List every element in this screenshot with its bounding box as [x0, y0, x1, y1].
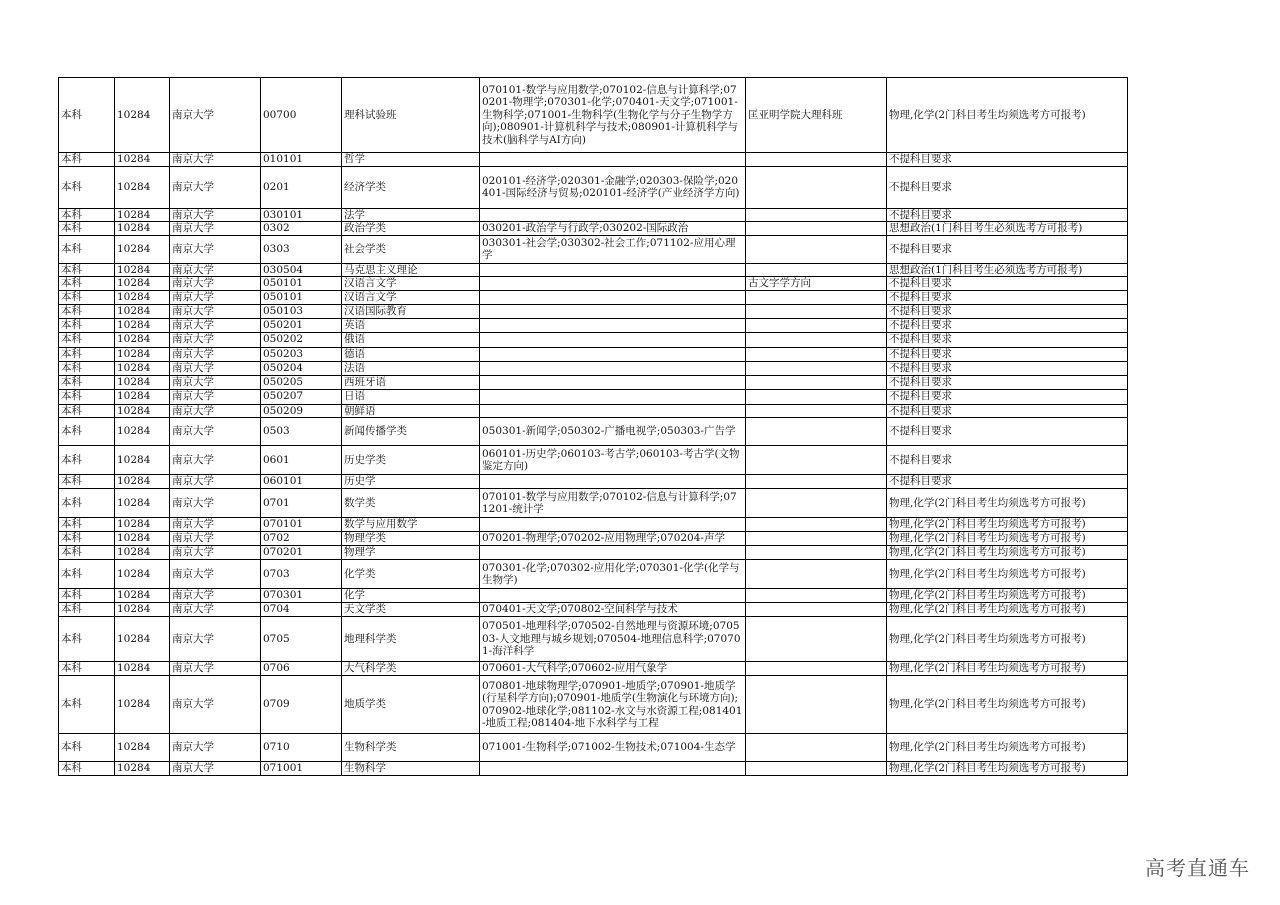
- table-row: [59, 153, 1128, 167]
- cell-major: 化学类: [342, 560, 480, 589]
- cell-major-code: 030101: [261, 208, 342, 222]
- cell-school-code: 10284: [115, 734, 170, 762]
- cell-major: 生物科学类: [342, 734, 480, 762]
- table-row: [59, 446, 1128, 475]
- cell-requirement: 不提科目要求: [887, 418, 1128, 446]
- cell-major: 日语: [342, 389, 480, 404]
- cell-note: [746, 762, 887, 776]
- cell-level: 本科: [59, 676, 115, 734]
- cell-requirement: 不提科目要求: [887, 347, 1128, 361]
- table-row: [59, 404, 1128, 418]
- cell-requirement: 物理,化学(2门科目考生均须选考方可报考): [887, 589, 1128, 603]
- cell-major-code: 0303: [261, 235, 342, 263]
- cell-note: [746, 389, 887, 404]
- cell-school: 南京大学: [170, 332, 261, 347]
- cell-major: 地质学类: [342, 676, 480, 734]
- cell-school-code: 10284: [115, 153, 170, 167]
- table-row: [59, 347, 1128, 361]
- cell-level: 本科: [59, 546, 115, 560]
- cell-major-code: 050203: [261, 347, 342, 361]
- cell-note: 古文字学方向: [746, 277, 887, 291]
- cell-major: 生物科学: [342, 762, 480, 776]
- cell-school: 南京大学: [170, 662, 261, 676]
- cell-requirement: 不提科目要求: [887, 208, 1128, 222]
- table-row: [59, 235, 1128, 263]
- cell-requirement: 物理,化学(2门科目考生均须选考方可报考): [887, 518, 1128, 532]
- cell-level: 本科: [59, 762, 115, 776]
- cell-included-majors: [480, 475, 746, 489]
- cell-included-majors: 070501-地理科学;070502-自然地理与资源环境;070503-人文地理与城乡规划;070504-地理信息科学;070701-海洋科学: [480, 617, 746, 662]
- cell-major: 历史学类: [342, 446, 480, 475]
- cell-note: [746, 263, 887, 277]
- cell-included-majors: 070301-化学;070302-应用化学;070301-化学(化学与生物学): [480, 560, 746, 589]
- cell-level: 本科: [59, 389, 115, 404]
- cell-requirement: 物理,化学(2门科目考生均须选考方可报考): [887, 603, 1128, 617]
- cell-included-majors: [480, 404, 746, 418]
- cell-major: 物理学: [342, 546, 480, 560]
- cell-major: 英语: [342, 318, 480, 332]
- cell-note: [746, 291, 887, 305]
- cell-level: 本科: [59, 404, 115, 418]
- cell-included-majors: [480, 304, 746, 318]
- cell-level: 本科: [59, 375, 115, 389]
- cell-school-code: 10284: [115, 166, 170, 208]
- cell-school: 南京大学: [170, 375, 261, 389]
- cell-included-majors: 030201-政治学与行政学;030202-国际政治: [480, 222, 746, 236]
- cell-major-code: 050209: [261, 404, 342, 418]
- cell-major: 俄语: [342, 332, 480, 347]
- cell-level: 本科: [59, 489, 115, 518]
- cell-school-code: 10284: [115, 489, 170, 518]
- table-row: [59, 78, 1128, 153]
- cell-school: 南京大学: [170, 418, 261, 446]
- cell-level: 本科: [59, 235, 115, 263]
- cell-major: 理科试验班: [342, 78, 480, 153]
- cell-note: [746, 446, 887, 475]
- table-row: [59, 277, 1128, 291]
- cell-school: 南京大学: [170, 404, 261, 418]
- cell-major: 地理科学类: [342, 617, 480, 662]
- cell-school-code: 10284: [115, 404, 170, 418]
- cell-school-code: 10284: [115, 518, 170, 532]
- cell-requirement: 物理,化学(2门科目考生均须选考方可报考): [887, 617, 1128, 662]
- cell-major-code: 0703: [261, 560, 342, 589]
- cell-school-code: 10284: [115, 78, 170, 153]
- cell-level: 本科: [59, 263, 115, 277]
- cell-note: [746, 662, 887, 676]
- cell-note: [746, 518, 887, 532]
- cell-included-majors: [480, 291, 746, 305]
- cell-included-majors: 030301-社会学;030302-社会工作;071102-应用心理学: [480, 235, 746, 263]
- cell-major-code: 0706: [261, 662, 342, 676]
- cell-requirement: 不提科目要求: [887, 446, 1128, 475]
- cell-school-code: 10284: [115, 389, 170, 404]
- cell-major: 经济学类: [342, 166, 480, 208]
- cell-major-code: 050101: [261, 291, 342, 305]
- cell-requirement: 不提科目要求: [887, 389, 1128, 404]
- watermark: 高考直通车: [1145, 856, 1250, 880]
- table-row: [59, 375, 1128, 389]
- cell-school: 南京大学: [170, 153, 261, 167]
- cell-note: [746, 375, 887, 389]
- cell-major-code: 070101: [261, 518, 342, 532]
- cell-level: 本科: [59, 418, 115, 446]
- cell-school: 南京大学: [170, 446, 261, 475]
- cell-school-code: 10284: [115, 560, 170, 589]
- cell-level: 本科: [59, 734, 115, 762]
- table-row: [59, 546, 1128, 560]
- table-row: [59, 291, 1128, 305]
- cell-school: 南京大学: [170, 489, 261, 518]
- cell-included-majors: [480, 153, 746, 167]
- cell-level: 本科: [59, 518, 115, 532]
- cell-major-code: 060101: [261, 475, 342, 489]
- cell-school: 南京大学: [170, 389, 261, 404]
- cell-major-code: 070201: [261, 546, 342, 560]
- table-row: [59, 518, 1128, 532]
- cell-major-code: 050101: [261, 277, 342, 291]
- cell-major-code: 050103: [261, 304, 342, 318]
- cell-requirement: 物理,化学(2门科目考生均须选考方可报考): [887, 662, 1128, 676]
- cell-major-code: 0201: [261, 166, 342, 208]
- cell-level: 本科: [59, 603, 115, 617]
- cell-major-code: 050204: [261, 361, 342, 375]
- cell-note: [746, 153, 887, 167]
- cell-included-majors: [480, 589, 746, 603]
- cell-school: 南京大学: [170, 166, 261, 208]
- cell-school-code: 10284: [115, 617, 170, 662]
- cell-school-code: 10284: [115, 361, 170, 375]
- table-row: [59, 676, 1128, 734]
- table-row: [59, 166, 1128, 208]
- cell-requirement: 思想政治(1门科目考生必须选考方可报考): [887, 222, 1128, 236]
- cell-level: 本科: [59, 318, 115, 332]
- cell-school-code: 10284: [115, 676, 170, 734]
- cell-major-code: 0302: [261, 222, 342, 236]
- cell-major-code: 0705: [261, 617, 342, 662]
- cell-school-code: 10284: [115, 418, 170, 446]
- table-row: [59, 489, 1128, 518]
- cell-note: [746, 734, 887, 762]
- cell-major-code: 050205: [261, 375, 342, 389]
- cell-included-majors: [480, 518, 746, 532]
- cell-major-code: 0702: [261, 532, 342, 546]
- cell-level: 本科: [59, 617, 115, 662]
- cell-level: 本科: [59, 332, 115, 347]
- cell-requirement: 不提科目要求: [887, 375, 1128, 389]
- cell-requirement: 不提科目要求: [887, 404, 1128, 418]
- cell-included-majors: 070601-大气科学;070602-应用气象学: [480, 662, 746, 676]
- cell-included-majors: 070101-数学与应用数学;070102-信息与计算科学;071201-统计学: [480, 489, 746, 518]
- cell-included-majors: [480, 277, 746, 291]
- table-row: [59, 617, 1128, 662]
- cell-school: 南京大学: [170, 589, 261, 603]
- cell-major: 法学: [342, 208, 480, 222]
- cell-major: 化学: [342, 589, 480, 603]
- cell-requirement: 不提科目要求: [887, 277, 1128, 291]
- cell-included-majors: 070401-天文学;070802-空间科学与技术: [480, 603, 746, 617]
- cell-school-code: 10284: [115, 662, 170, 676]
- cell-included-majors: [480, 318, 746, 332]
- cell-note: [746, 332, 887, 347]
- cell-school: 南京大学: [170, 518, 261, 532]
- cell-school: 南京大学: [170, 475, 261, 489]
- cell-level: 本科: [59, 446, 115, 475]
- table-row: [59, 662, 1128, 676]
- cell-major-code: 050201: [261, 318, 342, 332]
- cell-school-code: 10284: [115, 347, 170, 361]
- cell-major-code: 071001: [261, 762, 342, 776]
- cell-included-majors: [480, 332, 746, 347]
- table-row: [59, 263, 1128, 277]
- cell-school-code: 10284: [115, 446, 170, 475]
- cell-major: 汉语言文学: [342, 291, 480, 305]
- cell-note: 匡亚明学院大理科班: [746, 78, 887, 153]
- cell-school: 南京大学: [170, 347, 261, 361]
- cell-requirement: 物理,化学(2门科目考生均须选考方可报考): [887, 532, 1128, 546]
- cell-school-code: 10284: [115, 475, 170, 489]
- cell-major-code: 030504: [261, 263, 342, 277]
- cell-school-code: 10284: [115, 304, 170, 318]
- cell-major: 西班牙语: [342, 375, 480, 389]
- cell-school: 南京大学: [170, 208, 261, 222]
- cell-school: 南京大学: [170, 78, 261, 153]
- cell-note: [746, 560, 887, 589]
- cell-school-code: 10284: [115, 277, 170, 291]
- cell-major: 天文学类: [342, 603, 480, 617]
- table-row: [59, 734, 1128, 762]
- cell-school: 南京大学: [170, 734, 261, 762]
- cell-major: 大气科学类: [342, 662, 480, 676]
- cell-school: 南京大学: [170, 304, 261, 318]
- cell-school-code: 10284: [115, 603, 170, 617]
- cell-level: 本科: [59, 78, 115, 153]
- cell-school-code: 10284: [115, 318, 170, 332]
- admission-table: [58, 77, 1128, 776]
- cell-note: [746, 676, 887, 734]
- cell-major-code: 0704: [261, 603, 342, 617]
- cell-school-code: 10284: [115, 546, 170, 560]
- cell-school: 南京大学: [170, 235, 261, 263]
- cell-level: 本科: [59, 166, 115, 208]
- cell-school: 南京大学: [170, 617, 261, 662]
- cell-requirement: 思想政治(1门科目考生必须选考方可报考): [887, 263, 1128, 277]
- cell-major: 历史学: [342, 475, 480, 489]
- cell-major-code: 0601: [261, 446, 342, 475]
- cell-school: 南京大学: [170, 532, 261, 546]
- cell-school-code: 10284: [115, 332, 170, 347]
- cell-requirement: 物理,化学(2门科目考生均须选考方可报考): [887, 560, 1128, 589]
- cell-note: [746, 347, 887, 361]
- cell-major: 物理学类: [342, 532, 480, 546]
- cell-major-code: 070301: [261, 589, 342, 603]
- cell-major-code: 0503: [261, 418, 342, 446]
- cell-included-majors: 020101-经济学;020301-金融学;020303-保险学;020401-国际经济与贸易;020101-经济学(产业经济学方向): [480, 166, 746, 208]
- table-row: [59, 532, 1128, 546]
- cell-level: 本科: [59, 291, 115, 305]
- cell-included-majors: 070201-物理学;070202-应用物理学;070204-声学: [480, 532, 746, 546]
- cell-included-majors: [480, 208, 746, 222]
- cell-level: 本科: [59, 277, 115, 291]
- cell-school-code: 10284: [115, 532, 170, 546]
- cell-note: [746, 304, 887, 318]
- cell-requirement: 不提科目要求: [887, 361, 1128, 375]
- cell-major-code: 00700: [261, 78, 342, 153]
- cell-requirement: 物理,化学(2门科目考生均须选考方可报考): [887, 676, 1128, 734]
- cell-school-code: 10284: [115, 375, 170, 389]
- cell-school: 南京大学: [170, 361, 261, 375]
- cell-level: 本科: [59, 532, 115, 546]
- cell-included-majors: 060101-历史学;060103-考古学;060103-考古学(文物鉴定方向): [480, 446, 746, 475]
- cell-included-majors: 070801-地球物理学;070901-地质学;070901-地质学(行星科学方向);070901-地质学(生物演化与环境方向);070902-地球化学;081102-水文与水资源工程;081401-地质工程;081404-地下水科学与工程: [480, 676, 746, 734]
- cell-level: 本科: [59, 208, 115, 222]
- table-row: [59, 222, 1128, 236]
- cell-school-code: 10284: [115, 235, 170, 263]
- cell-included-majors: [480, 389, 746, 404]
- cell-requirement: 物理,化学(2门科目考生均须选考方可报考): [887, 489, 1128, 518]
- cell-school-code: 10284: [115, 208, 170, 222]
- cell-school: 南京大学: [170, 676, 261, 734]
- cell-level: 本科: [59, 153, 115, 167]
- cell-major: 新闻传播学类: [342, 418, 480, 446]
- cell-note: [746, 475, 887, 489]
- table-row: [59, 332, 1128, 347]
- cell-school: 南京大学: [170, 277, 261, 291]
- cell-level: 本科: [59, 347, 115, 361]
- cell-level: 本科: [59, 222, 115, 236]
- cell-school-code: 10284: [115, 762, 170, 776]
- cell-major: 社会学类: [342, 235, 480, 263]
- table-row: [59, 418, 1128, 446]
- cell-requirement: 不提科目要求: [887, 153, 1128, 167]
- cell-major-code: 0710: [261, 734, 342, 762]
- cell-major-code: 0709: [261, 676, 342, 734]
- cell-level: 本科: [59, 361, 115, 375]
- cell-level: 本科: [59, 589, 115, 603]
- cell-level: 本科: [59, 304, 115, 318]
- cell-major-code: 050207: [261, 389, 342, 404]
- cell-school-code: 10284: [115, 291, 170, 305]
- cell-note: [746, 235, 887, 263]
- cell-included-majors: [480, 546, 746, 560]
- cell-school: 南京大学: [170, 762, 261, 776]
- cell-included-majors: 071001-生物科学;071002-生物技术;071004-生态学: [480, 734, 746, 762]
- cell-requirement: 不提科目要求: [887, 332, 1128, 347]
- table-row: [59, 603, 1128, 617]
- cell-major: 数学类: [342, 489, 480, 518]
- cell-school: 南京大学: [170, 603, 261, 617]
- cell-note: [746, 166, 887, 208]
- cell-level: 本科: [59, 560, 115, 589]
- cell-note: [746, 546, 887, 560]
- cell-requirement: 不提科目要求: [887, 291, 1128, 305]
- cell-school: 南京大学: [170, 222, 261, 236]
- cell-requirement: 不提科目要求: [887, 235, 1128, 263]
- cell-requirement: 不提科目要求: [887, 318, 1128, 332]
- cell-school: 南京大学: [170, 546, 261, 560]
- table-row: [59, 318, 1128, 332]
- cell-requirement: 物理,化学(2门科目考生均须选考方可报考): [887, 734, 1128, 762]
- cell-requirement: 物理,化学(2门科目考生均须选考方可报考): [887, 546, 1128, 560]
- cell-major: 法语: [342, 361, 480, 375]
- cell-major: 政治学类: [342, 222, 480, 236]
- cell-school: 南京大学: [170, 263, 261, 277]
- table-row: [59, 560, 1128, 589]
- cell-school-code: 10284: [115, 263, 170, 277]
- cell-included-majors: 050301-新闻学;050302-广播电视学;050303-广告学: [480, 418, 746, 446]
- cell-note: [746, 318, 887, 332]
- cell-level: 本科: [59, 475, 115, 489]
- cell-level: 本科: [59, 662, 115, 676]
- cell-requirement: 不提科目要求: [887, 475, 1128, 489]
- cell-note: [746, 532, 887, 546]
- cell-major: 汉语国际教育: [342, 304, 480, 318]
- cell-included-majors: [480, 762, 746, 776]
- cell-note: [746, 489, 887, 518]
- table-row: [59, 589, 1128, 603]
- cell-note: [746, 617, 887, 662]
- cell-included-majors: [480, 361, 746, 375]
- cell-school: 南京大学: [170, 291, 261, 305]
- cell-requirement: 物理,化学(2门科目考生均须选考方可报考): [887, 78, 1128, 153]
- cell-note: [746, 404, 887, 418]
- cell-school: 南京大学: [170, 560, 261, 589]
- cell-requirement: 不提科目要求: [887, 304, 1128, 318]
- cell-requirement: 不提科目要求: [887, 166, 1128, 208]
- cell-note: [746, 603, 887, 617]
- cell-note: [746, 418, 887, 446]
- table-row: [59, 389, 1128, 404]
- table-row: [59, 208, 1128, 222]
- cell-major-code: 0701: [261, 489, 342, 518]
- cell-school-code: 10284: [115, 589, 170, 603]
- table-row: [59, 762, 1128, 776]
- cell-included-majors: [480, 347, 746, 361]
- cell-included-majors: [480, 263, 746, 277]
- cell-major: 德语: [342, 347, 480, 361]
- cell-major: 数学与应用数学: [342, 518, 480, 532]
- cell-included-majors: [480, 375, 746, 389]
- cell-major: 朝鲜语: [342, 404, 480, 418]
- cell-note: [746, 222, 887, 236]
- table-row: [59, 304, 1128, 318]
- cell-included-majors: 070101-数学与应用数学;070102-信息与计算科学;070201-物理学;070301-化学;070401-天文学;071001-生物科学;071001-生物科学(生物化学与分子生物学方向);080901-计算机科学与技术;080901-计算机科学与技术(脑科学与AI方向): [480, 78, 746, 153]
- cell-major-code: 010101: [261, 153, 342, 167]
- cell-major-code: 050202: [261, 332, 342, 347]
- cell-note: [746, 208, 887, 222]
- cell-school-code: 10284: [115, 222, 170, 236]
- cell-major: 马克思主义理论: [342, 263, 480, 277]
- cell-major: 汉语言文学: [342, 277, 480, 291]
- table-row: [59, 361, 1128, 375]
- cell-school: 南京大学: [170, 318, 261, 332]
- cell-requirement: 物理,化学(2门科目考生均须选考方可报考): [887, 762, 1128, 776]
- cell-note: [746, 361, 887, 375]
- cell-major: 哲学: [342, 153, 480, 167]
- cell-note: [746, 589, 887, 603]
- table-row: [59, 475, 1128, 489]
